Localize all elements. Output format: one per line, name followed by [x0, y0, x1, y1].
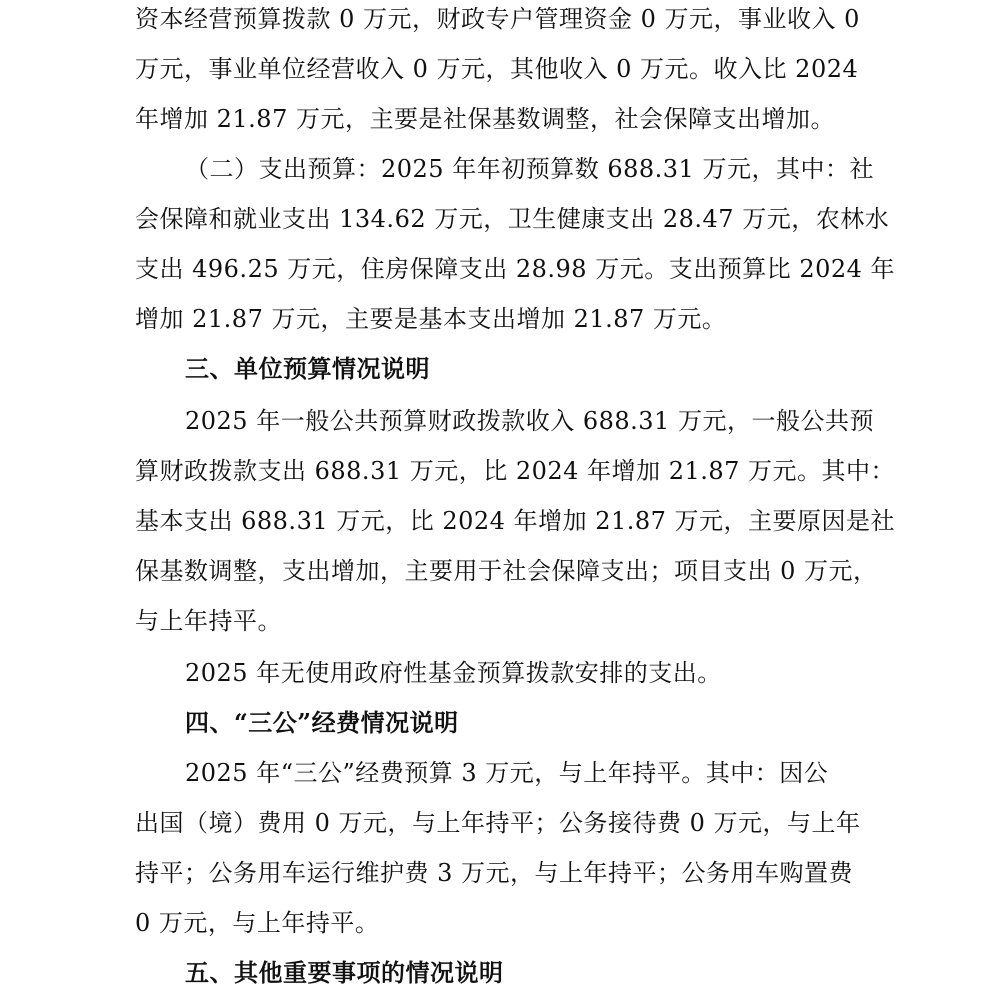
body-text-line: 与上年持平。 [135, 607, 282, 635]
body-text-line: 增加 21.87 万元，主要是基本支出增加 21.87 万元。 [135, 305, 727, 333]
body-text-line: 万元，事业单位经营收入 0 万元，其他收入 0 万元。收入比 2024 [135, 55, 859, 83]
body-text-line: 0 万元，与上年持平。 [135, 909, 380, 937]
body-text-line: 持平；公务用车运行维护费 3 万元，与上年持平；公务用车购置费 [135, 859, 854, 887]
body-text-line: 保基数调整，支出增加，主要用于社会保障支出；项目支出 0 万元， [135, 557, 878, 585]
subsection-paragraph-start: （二）支出预算：2025 年年初预算数 688.31 万元，其中：社 [185, 155, 874, 183]
body-text-line: 资本经营预算拨款 0 万元，财政专户管理资金 0 万元，事业收入 0 [135, 5, 860, 33]
body-text-line: 年增加 21.87 万元，主要是社保基数调整，社会保障支出增加。 [135, 105, 835, 133]
body-text-line: 出国（境）费用 0 万元，与上年持平；公务接待费 0 万元，与上年 [135, 809, 861, 837]
section-heading: 五、其他重要事项的情况说明 [185, 958, 504, 987]
body-text-line: 算财政拨款支出 688.31 万元，比 2024 年增加 21.87 万元。其中： [135, 457, 896, 485]
body-text-line: 基本支出 688.31 万元，比 2024 年增加 21.87 万元，主要原因是社 [135, 507, 896, 535]
paragraph-start: 2025 年“三公”经费预算 3 万元，与上年持平。其中：因公 [185, 759, 829, 787]
body-text-line: 支出 496.25 万元，住房保障支出 28.98 万元。支出预算比 2024 年 [135, 255, 896, 283]
body-text-line: 会保障和就业支出 134.62 万元，卫生健康支出 28.47 万元，农林水 [135, 205, 890, 233]
section-heading: 四、“三公”经费情况说明 [185, 708, 459, 737]
paragraph-start: 2025 年一般公共预算财政拨款收入 688.31 万元，一般公共预 [185, 407, 874, 435]
section-heading: 三、单位预算情况说明 [185, 354, 430, 383]
paragraph-start: 2025 年无使用政府性基金预算拨款安排的支出。 [185, 659, 722, 687]
